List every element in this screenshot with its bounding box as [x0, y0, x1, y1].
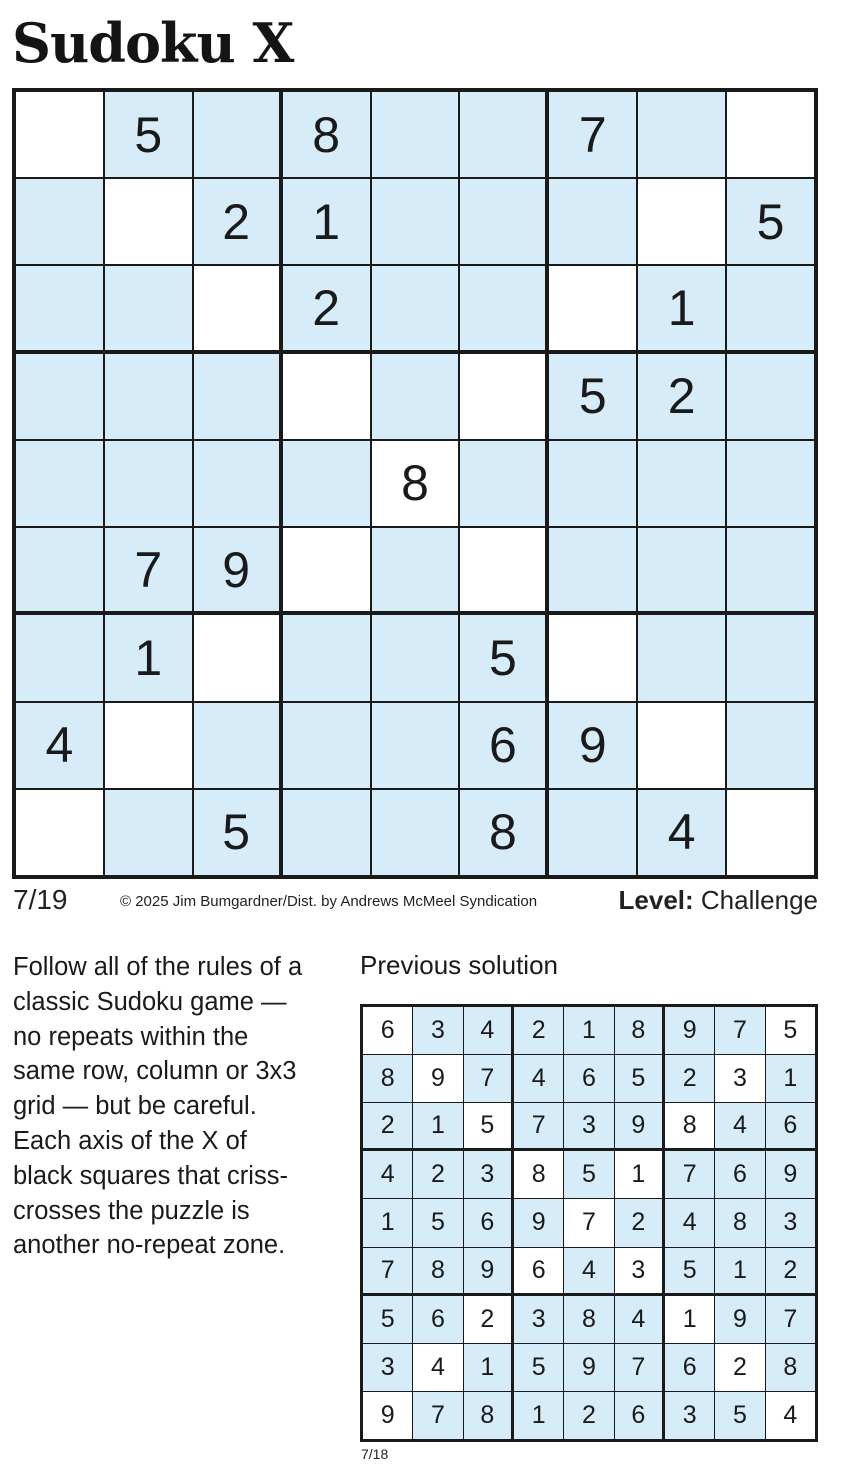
solution-cell-r3c4: 7 — [514, 1103, 563, 1148]
puzzle-cell-r7c8[interactable] — [638, 615, 725, 700]
puzzle-cell-r1c9[interactable] — [727, 92, 814, 177]
solution-cell-r9c9: 4 — [766, 1392, 815, 1439]
solution-cell-r5c7: 4 — [665, 1199, 714, 1246]
puzzle-cell-r1c8[interactable] — [638, 92, 725, 177]
solution-cell-r9c5: 2 — [564, 1392, 613, 1439]
solution-cell-r1c7: 9 — [665, 1007, 714, 1054]
puzzle-cell-r3c2[interactable] — [105, 266, 192, 349]
puzzle-cell-r6c9[interactable] — [727, 528, 814, 611]
puzzle-cell-r3c9[interactable] — [727, 266, 814, 349]
solution-cell-r5c2: 5 — [413, 1199, 462, 1246]
puzzle-cell-r5c8[interactable] — [638, 441, 725, 526]
puzzle-cell-r9c3: 5 — [194, 790, 279, 875]
solution-cell-r4c2: 2 — [413, 1151, 462, 1198]
puzzle-cell-r9c9[interactable] — [727, 790, 814, 875]
solution-cell-r5c4: 9 — [514, 1199, 563, 1246]
solution-cell-r4c8: 6 — [715, 1151, 764, 1198]
puzzle-cell-r1c7: 7 — [549, 92, 636, 177]
solution-cell-r8c4: 5 — [514, 1344, 563, 1391]
solution-cell-r6c4: 6 — [514, 1248, 563, 1293]
puzzle-cell-r8c8[interactable] — [638, 703, 725, 788]
puzzle-cell-r5c6[interactable] — [460, 441, 545, 526]
puzzle-cell-r7c9[interactable] — [727, 615, 814, 700]
puzzle-cell-r7c1[interactable] — [16, 615, 103, 700]
puzzle-cell-r5c2[interactable] — [105, 441, 192, 526]
previous-solution-date: 7/18 — [361, 1446, 389, 1462]
puzzle-cell-r8c4[interactable] — [283, 703, 370, 788]
puzzle-cell-r4c8: 2 — [638, 354, 725, 439]
puzzle-cell-r2c9: 5 — [727, 179, 814, 264]
puzzle-cell-r2c1[interactable] — [16, 179, 103, 264]
solution-cell-r6c2: 8 — [413, 1248, 462, 1293]
solution-cell-r3c9: 6 — [766, 1103, 815, 1148]
previous-solution-title: Previous solution — [360, 950, 558, 980]
solution-cell-r2c3: 7 — [464, 1055, 511, 1102]
puzzle-cell-r4c1[interactable] — [16, 354, 103, 439]
puzzle-cell-r2c5[interactable] — [372, 179, 459, 264]
puzzle-cell-r7c2: 1 — [105, 615, 192, 700]
puzzle-cell-r2c4: 1 — [283, 179, 370, 264]
solution-cell-r4c7: 7 — [665, 1151, 714, 1198]
puzzle-cell-r4c4[interactable] — [283, 354, 370, 439]
solution-cell-r5c6: 2 — [615, 1199, 662, 1246]
solution-cell-r3c2: 1 — [413, 1103, 462, 1148]
puzzle-cell-r2c6[interactable] — [460, 179, 545, 264]
solution-cell-r5c1: 1 — [363, 1199, 412, 1246]
puzzle-cell-r1c5[interactable] — [372, 92, 459, 177]
copyright-notice: © 2025 Jim Bumgardner/Dist. by Andrews McMeel Syndication — [120, 893, 538, 910]
solution-cell-r5c3: 6 — [464, 1199, 511, 1246]
solution-cell-r6c7: 5 — [665, 1248, 714, 1293]
solution-cell-r7c6: 4 — [615, 1296, 662, 1343]
solution-cell-r2c7: 2 — [665, 1055, 714, 1102]
solution-cell-r9c6: 6 — [615, 1392, 662, 1439]
puzzle-cell-r1c3[interactable] — [194, 92, 279, 177]
solution-cell-r8c3: 1 — [464, 1344, 511, 1391]
puzzle-cell-r6c4[interactable] — [283, 528, 370, 611]
previous-solution-grid — [360, 1004, 818, 1442]
solution-cell-r3c5: 3 — [564, 1103, 613, 1148]
puzzle-cell-r2c2[interactable] — [105, 179, 192, 264]
solution-cell-r1c9: 5 — [766, 1007, 815, 1054]
puzzle-cell-r3c4: 2 — [283, 266, 370, 349]
solution-cell-r4c5: 5 — [564, 1151, 613, 1198]
puzzle-title: Sudoku X — [12, 11, 294, 75]
puzzle-date: 7/19 — [13, 884, 68, 915]
solution-cell-r8c9: 8 — [766, 1344, 815, 1391]
puzzle-cell-r7c7[interactable] — [549, 615, 636, 700]
puzzle-cell-r3c7[interactable] — [549, 266, 636, 349]
solution-cell-r2c1: 8 — [363, 1055, 412, 1102]
puzzle-cell-r4c7: 5 — [549, 354, 636, 439]
solution-cell-r3c3: 5 — [464, 1103, 511, 1148]
solution-cell-r9c7: 3 — [665, 1392, 714, 1439]
solution-cell-r2c9: 1 — [766, 1055, 815, 1102]
level-value: Challenge — [700, 885, 818, 915]
puzzle-cell-r7c3[interactable] — [194, 615, 279, 700]
puzzle-cell-r6c7[interactable] — [549, 528, 636, 611]
solution-cell-r7c5: 8 — [564, 1296, 613, 1343]
solution-cell-r8c7: 6 — [665, 1344, 714, 1391]
solution-cell-r4c1: 4 — [363, 1151, 412, 1198]
puzzle-cell-r1c2: 5 — [105, 92, 192, 177]
solution-cell-r6c5: 4 — [564, 1248, 613, 1293]
solution-cell-r5c5: 7 — [564, 1199, 613, 1246]
solution-cell-r8c8: 2 — [715, 1344, 764, 1391]
puzzle-cell-r8c5[interactable] — [372, 703, 459, 788]
solution-cell-r3c8: 4 — [715, 1103, 764, 1148]
solution-cell-r8c5: 9 — [564, 1344, 613, 1391]
puzzle-cell-r6c3: 9 — [194, 528, 279, 611]
solution-cell-r9c2: 7 — [413, 1392, 462, 1439]
solution-cell-r2c4: 4 — [514, 1055, 563, 1102]
puzzle-grid — [12, 88, 818, 879]
puzzle-cell-r6c5[interactable] — [372, 528, 459, 611]
puzzle-cell-r1c4: 8 — [283, 92, 370, 177]
solution-cell-r5c9: 3 — [766, 1199, 815, 1246]
puzzle-cell-r4c5[interactable] — [372, 354, 459, 439]
puzzle-cell-r5c5: 8 — [372, 441, 459, 526]
solution-cell-r8c6: 7 — [615, 1344, 662, 1391]
puzzle-cell-r2c3: 2 — [194, 179, 279, 264]
solution-cell-r4c6: 1 — [615, 1151, 662, 1198]
level-label: Level: — [618, 885, 694, 915]
puzzle-cell-r9c7[interactable] — [549, 790, 636, 875]
solution-cell-r7c4: 3 — [514, 1296, 563, 1343]
puzzle-cell-r3c8: 1 — [638, 266, 725, 349]
solution-cell-r1c2: 3 — [413, 1007, 462, 1054]
solution-cell-r3c1: 2 — [363, 1103, 412, 1148]
solution-cell-r2c2: 9 — [413, 1055, 462, 1102]
puzzle-cell-r7c5[interactable] — [372, 615, 459, 700]
solution-cell-r7c3: 2 — [464, 1296, 511, 1343]
solution-cell-r6c3: 9 — [464, 1248, 511, 1293]
puzzle-cell-r5c9[interactable] — [727, 441, 814, 526]
puzzle-cell-r8c7: 9 — [549, 703, 636, 788]
solution-cell-r5c8: 8 — [715, 1199, 764, 1246]
puzzle-cell-r3c5[interactable] — [372, 266, 459, 349]
solution-cell-r7c7: 1 — [665, 1296, 714, 1343]
solution-cell-r1c5: 1 — [564, 1007, 613, 1054]
puzzle-cell-r9c1[interactable] — [16, 790, 103, 875]
puzzle-cell-r1c6[interactable] — [460, 92, 545, 177]
solution-cell-r1c4: 2 — [514, 1007, 563, 1054]
solution-cell-r1c8: 7 — [715, 1007, 764, 1054]
solution-cell-r8c2: 4 — [413, 1344, 462, 1391]
solution-cell-r1c6: 8 — [615, 1007, 662, 1054]
solution-cell-r9c1: 9 — [363, 1392, 412, 1439]
puzzle-cell-r2c7[interactable] — [549, 179, 636, 264]
solution-cell-r6c1: 7 — [363, 1248, 412, 1293]
solution-cell-r4c3: 3 — [464, 1151, 511, 1198]
puzzle-cell-r4c9[interactable] — [727, 354, 814, 439]
puzzle-cell-r3c1[interactable] — [16, 266, 103, 349]
solution-cell-r1c1: 6 — [363, 1007, 412, 1054]
solution-cell-r1c3: 4 — [464, 1007, 511, 1054]
puzzle-cell-r9c5[interactable] — [372, 790, 459, 875]
solution-cell-r9c3: 8 — [464, 1392, 511, 1439]
puzzle-cell-r7c4[interactable] — [283, 615, 370, 700]
puzzle-cell-r9c8: 4 — [638, 790, 725, 875]
puzzle-cell-r9c6: 8 — [460, 790, 545, 875]
solution-cell-r2c6: 5 — [615, 1055, 662, 1102]
solution-cell-r7c9: 7 — [766, 1296, 815, 1343]
solution-cell-r9c8: 5 — [715, 1392, 764, 1439]
puzzle-cell-r3c6[interactable] — [460, 266, 545, 349]
solution-cell-r4c9: 9 — [766, 1151, 815, 1198]
puzzle-cell-r4c2[interactable] — [105, 354, 192, 439]
puzzle-cell-r6c8[interactable] — [638, 528, 725, 611]
difficulty-level — [619, 885, 818, 916]
puzzle-cell-r4c3[interactable] — [194, 354, 279, 439]
solution-cell-r7c2: 6 — [413, 1296, 462, 1343]
puzzle-cell-r9c2[interactable] — [105, 790, 192, 875]
solution-cell-r2c8: 3 — [715, 1055, 764, 1102]
solution-cell-r3c6: 9 — [615, 1103, 662, 1148]
puzzle-cell-r8c9[interactable] — [727, 703, 814, 788]
puzzle-cell-r6c6[interactable] — [460, 528, 545, 611]
puzzle-cell-r7c6: 5 — [460, 615, 545, 700]
solution-cell-r7c1: 5 — [363, 1296, 412, 1343]
solution-cell-r9c4: 1 — [514, 1392, 563, 1439]
puzzle-cell-r6c2: 7 — [105, 528, 192, 611]
solution-cell-r6c8: 1 — [715, 1248, 764, 1293]
solution-cell-r3c7: 8 — [665, 1103, 714, 1148]
puzzle-cell-r2c8[interactable] — [638, 179, 725, 264]
puzzle-cell-r4c6[interactable] — [460, 354, 545, 439]
instructions-text: Follow all of the rules of a classic Sudoku game — no repeats within the same row, column or 3x3 grid — but be careful. Each axis of the X of black squares that criss-crosses the puzzle is another no-repeat zone. — [13, 953, 303, 1260]
puzzle-cell-r8c3[interactable] — [194, 703, 279, 788]
solution-cell-r6c9: 2 — [766, 1248, 815, 1293]
puzzle-cell-r1c1[interactable] — [16, 92, 103, 177]
puzzle-cell-r5c3[interactable] — [194, 441, 279, 526]
solution-cell-r7c8: 9 — [715, 1296, 764, 1343]
puzzle-cell-r8c1: 4 — [16, 703, 103, 788]
puzzle-cell-r8c6: 6 — [460, 703, 545, 788]
solution-cell-r8c1: 3 — [363, 1344, 412, 1391]
solution-cell-r4c4: 8 — [514, 1151, 563, 1198]
solution-cell-r2c5: 6 — [564, 1055, 613, 1102]
puzzle-cell-r3c3[interactable] — [194, 266, 279, 349]
puzzle-cell-r8c2[interactable] — [105, 703, 192, 788]
puzzle-cell-r9c4[interactable] — [283, 790, 370, 875]
puzzle-cell-r6c1[interactable] — [16, 528, 103, 611]
puzzle-cell-r5c4[interactable] — [283, 441, 370, 526]
solution-cell-r6c6: 3 — [615, 1248, 662, 1293]
puzzle-cell-r5c7[interactable] — [549, 441, 636, 526]
puzzle-cell-r5c1[interactable] — [16, 441, 103, 526]
